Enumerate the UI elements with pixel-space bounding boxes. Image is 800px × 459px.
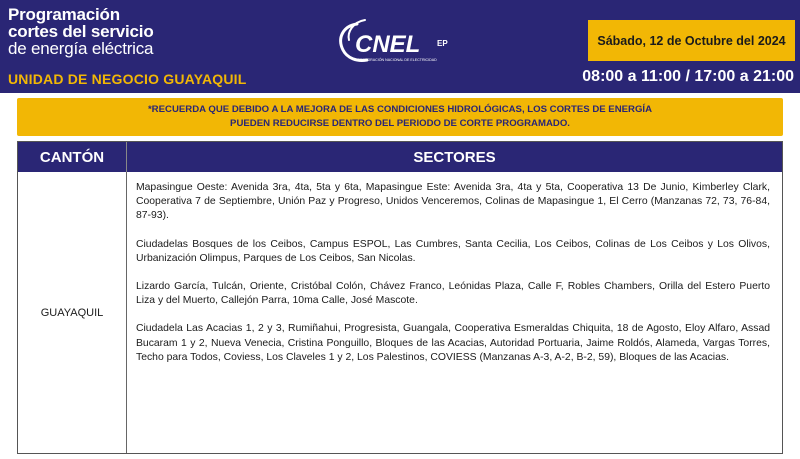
sector-group-1: Mapasingue Oeste: Avenida 3ra, 4ta, 5ta y 6ta, Mapasingue Este: Avenida 3ra, 4ta y 5ta, Cooperativa 13 De Junio, Kimberley Clark, Cooperativa 7 de Septiembre, Unión Paz y Progreso, Unidos Venceremos, Colinas de Mapasingue 1, El Cerro (Manzanas 72, 73, 76-84, 87-93). — [136, 182, 770, 222]
header-banner — [0, 0, 800, 93]
column-header-canton: CANTÓN — [18, 142, 127, 172]
schedule-table — [17, 141, 783, 454]
notice-banner — [17, 98, 783, 136]
schedule-hours: 08:00 a 11:00 / 17:00 a 21:00 — [582, 68, 794, 85]
title-line-1: Programación — [8, 5, 120, 24]
logo-suffix: EP — [437, 39, 448, 48]
canton-cell: GUAYAQUIL — [18, 172, 127, 453]
date-box — [588, 20, 795, 61]
schedule-date: Sábado, 12 de Octubre del 2024 — [597, 33, 786, 48]
sector-group-4: Ciudadela Las Acacias 1, 2 y 3, Rumiñahui, Progresista, Guangala, Cooperativa Esmeraldas Chiquita, 18 de Agosto, Eloy Alfaro, Assad Bucaram 1 y 2, Nueva Venecia, Cristina Ponguillo, Bloques de las Acacias, Autoridad Portuaria, Jaime Roldós, Alameda, Vargas Torres, Techo para Todos, Coviess, Los Claveles 1 y 2, Los Palestinos, COVIESS (Manzanas A-3, A-2, B-2, 59), Bloques de las Acacias. — [136, 323, 770, 363]
column-header-sectores: SECTORES — [413, 148, 496, 166]
logo-text: CNEL — [355, 31, 421, 58]
title-line-3: de energía eléctrica — [8, 39, 154, 58]
notice-line-2: PUEDEN REDUCIRSE DENTRO DEL PERIODO DE CORTE PROGRAMADO. — [230, 118, 570, 129]
cnel-logo — [335, 18, 475, 70]
table-header — [18, 142, 782, 172]
sectores-cell — [127, 172, 782, 453]
notice-line-1: *RECUERDA QUE DEBIDO A LA MEJORA DE LAS CONDICIONES HIDROLÓGICAS, LOS CORTES DE ENERGÍA — [147, 104, 653, 115]
business-unit: UNIDAD DE NEGOCIO GUAYAQUIL — [8, 71, 247, 87]
page-title — [8, 6, 154, 57]
logo-tagline: CORPORACIÓN NACIONAL DE ELECTRICIDAD — [357, 58, 437, 62]
sector-group-3: Lizardo García, Tulcán, Oriente, Cristóbal Colón, Chávez Franco, Leónidas Plaza, Calle F, Robles Chambers, Orilla del Estero Puerto Liza y del Muerto, Callejón Parra, 10ma Calle, José Mascote. — [136, 281, 770, 307]
sector-group-2: Ciudadelas Bosques de los Ceibos, Campus ESPOL, Las Cumbres, Santa Cecilia, Los Ceibos, Colinas de Los Ceibos y Los Olivos, Urbanización Olimpus, Parques de Los Ceibos, San Nicolas. — [136, 238, 770, 264]
title-line-2: cortes del servicio — [8, 22, 154, 41]
table-row — [18, 172, 782, 453]
